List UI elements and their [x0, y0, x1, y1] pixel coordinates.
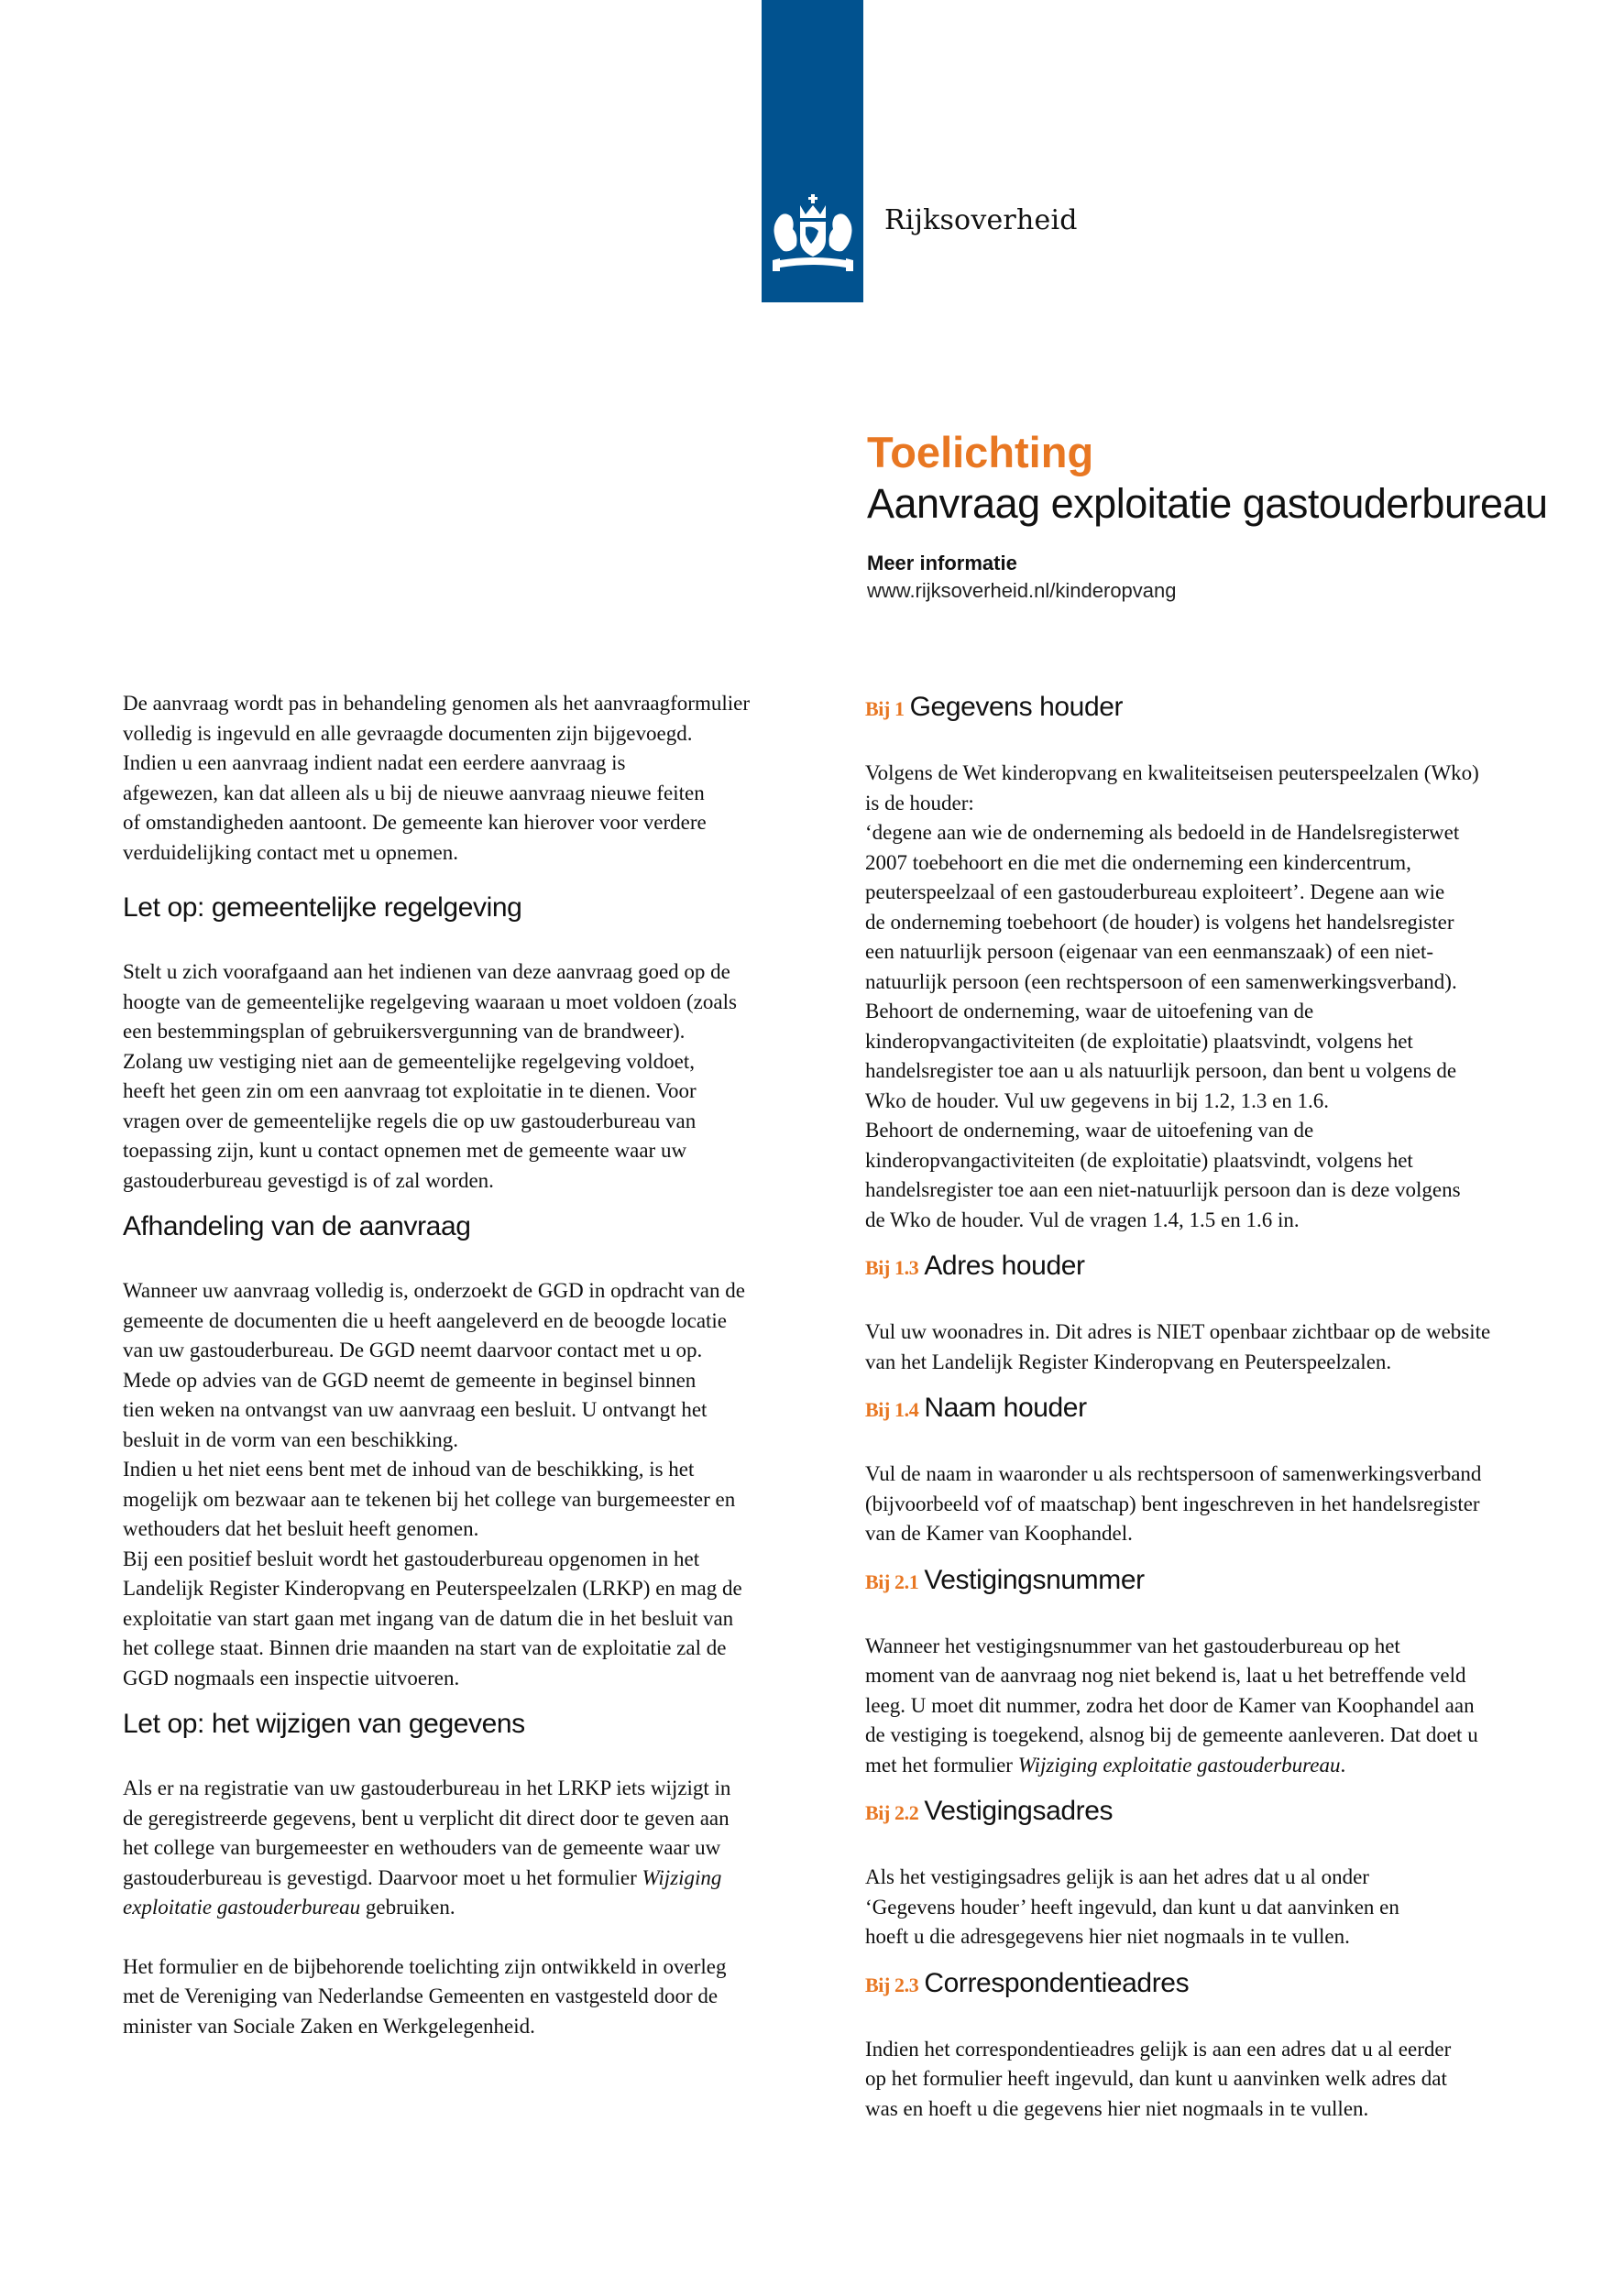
text-line: de Wko de houder. Vul de vragen 1.4, 1.5 en 1.6 in.	[865, 1208, 1300, 1231]
text-line: wethouders dat het besluit heeft genomen.	[123, 1517, 479, 1540]
text-line: volledig is ingevuld en alle gevraagde documenten zijn bijgevoegd.	[123, 721, 693, 745]
text-line: Behoort de onderneming, waar de uitoefening van de	[865, 1000, 1314, 1022]
heading-text: Vestigingsnummer	[924, 1564, 1145, 1595]
text-run: gebruiken.	[360, 1896, 455, 1919]
more-info-url[interactable]: www.rijksoverheid.nl/kinderopvang	[867, 579, 1177, 602]
text-line: vragen over de gemeentelijke regels die op uw gastouderbureau van	[123, 1109, 697, 1132]
text-line: Zolang uw vestiging niet aan de gemeentelijke regelgeving voldoet,	[123, 1049, 695, 1073]
brand-name: Rijksoverheid	[884, 204, 1078, 236]
coat-of-arms-icon	[771, 194, 855, 275]
section-paragraph	[123, 1276, 847, 1693]
text-line: een natuurlijk persoon (eigenaar van een eenmanszaak) of een niet-	[865, 940, 1434, 963]
text-line: besluit in de vorm van een beschikking.	[123, 1427, 459, 1451]
text-line: Vul uw woonadres in. Dit adres is NIET openbaar zichtbaar op de website	[865, 1320, 1491, 1343]
bij-label: Bij 2.1	[865, 1569, 919, 1593]
text-line	[123, 1893, 847, 1923]
text-line: moment van de aanvraag nog niet bekend is, laat u het betreffende veld	[865, 1664, 1466, 1687]
text-run: gastouderbureau is gevestigd. Daarvoor moet u het formulier	[123, 1865, 642, 1889]
bij-label: Bij 1.3	[865, 1256, 919, 1279]
doc-label: Toelichting	[867, 428, 1094, 476]
section-paragraph	[865, 1632, 1589, 1781]
text-line: van het Landelijk Register Kinderopvang en Peuterspeelzalen.	[865, 1350, 1392, 1373]
section-paragraph	[123, 957, 847, 1196]
form-name-italic: Wijziging exploitatie gastouderbureau	[1017, 1753, 1341, 1777]
text-line: de geregistreerde gegevens, bent u verplicht dit direct door te geven aan	[123, 1806, 730, 1830]
text-line: hoogte van de gemeentelijke regelgeving waaraan u moet voldoen (zoals	[123, 989, 737, 1013]
text-line: verduidelijking contact met u opnemen.	[123, 840, 458, 864]
heading-text: Vestigingsadres	[924, 1796, 1114, 1826]
text-line: de onderneming toebehoort (de houder) is volgens het handelsregister	[865, 910, 1454, 934]
text-line: was en hoeft u die gegevens hier niet nogmaals in te vullen.	[865, 2096, 1369, 2120]
text-line: 2007 toebehoort en die met die onderneming een kindercentrum,	[865, 850, 1411, 874]
bij-label: Bij 2.2	[865, 1801, 919, 1824]
section-paragraph	[865, 759, 1589, 1235]
bij-label: Bij 1.4	[865, 1398, 919, 1421]
text-line: Mede op advies van de GGD neemt de gemeente in beginsel binnen	[123, 1368, 697, 1392]
text-line: exploitatie van start gaan met ingang van de datum die in het besluit van	[123, 1606, 734, 1630]
text-line: afgewezen, kan dat alleen als u bij de nieuwe aanvraag nieuwe feiten	[123, 781, 705, 804]
text-line: mogelijk om bezwaar aan te tekenen bij het college van burgemeester en	[123, 1487, 736, 1511]
text-line: minister van Sociale Zaken en Werkgelegenheid.	[123, 2014, 535, 2038]
text-line: Behoort de onderneming, waar de uitoefening van de	[865, 1119, 1314, 1142]
text-line: (bijvoorbeeld vof of maatschap) bent ingeschreven in het handelsregister	[865, 1492, 1480, 1515]
heading-text: Naam houder	[924, 1393, 1087, 1423]
text-line: Indien het correspondentieadres gelijk is aan een adres dat u al eerder	[865, 2037, 1452, 2061]
text-line: ‘degene aan wie de onderneming als bedoeld in de Handelsregisterwet	[865, 821, 1460, 844]
title-block	[867, 427, 1548, 605]
text-run: met het formulier	[865, 1753, 1018, 1777]
text-line: het college van burgemeester en wethouders van de gemeente waar uw	[123, 1836, 721, 1859]
text-line: Als er na registratie van uw gastouderbureau in het LRKP iets wijzigt in	[123, 1777, 731, 1799]
text-line: ‘Gegevens houder’ heeft ingevuld, dan kunt u dat aanvinken en	[865, 1895, 1399, 1919]
text-line	[123, 1864, 847, 1894]
text-line: Het formulier en de bijbehorende toelichting zijn ontwikkeld in overleg	[123, 1954, 727, 1978]
section-heading-bij-1	[865, 689, 1589, 727]
section-heading-bij-2-2	[865, 1793, 1589, 1831]
doc-title: Aanvraag exploitatie gastouderbureau	[867, 480, 1548, 527]
form-name-italic: Wijziging	[642, 1865, 722, 1889]
text-line: GGD nogmaals een inspectie uitvoeren.	[123, 1666, 460, 1689]
text-line: gastouderbureau gevestigd is of zal worden.	[123, 1168, 494, 1192]
section-paragraph	[865, 1460, 1589, 1549]
section-paragraph	[865, 1317, 1589, 1377]
text-run: .	[1340, 1753, 1346, 1777]
text-line: hoeft u die adresgegevens hier niet nogmaals in te vullen.	[865, 1925, 1350, 1948]
text-line: is de houder:	[865, 791, 974, 815]
text-line: natuurlijk persoon (een rechtspersoon of een samenwerkingsverband).	[865, 969, 1457, 993]
text-line: of omstandigheden aantoont. De gemeente kan hierover voor verdere	[123, 811, 707, 834]
intro-paragraph	[123, 689, 847, 868]
text-line: het college staat. Binnen drie maanden na start van de exploitatie zal de	[123, 1636, 727, 1659]
text-line	[865, 1751, 1589, 1781]
text-line: leeg. U moet dit nummer, zodra het door de Kamer van Koophandel aan	[865, 1693, 1475, 1717]
text-line: Wanneer het vestigingsnummer van het gastouderbureau op het	[865, 1634, 1400, 1657]
text-line: Wanneer uw aanvraag volledig is, onderzoekt de GGD in opdracht van de	[123, 1279, 745, 1302]
text-line: Als het vestigingsadres gelijk is aan het adres dat u al onder	[865, 1865, 1369, 1888]
text-line: van uw gastouderbureau. De GGD neemt daarvoor contact met u op.	[123, 1339, 703, 1361]
text-line: Indien u het niet eens bent met de inhoud van de beschikking, is het	[123, 1458, 695, 1481]
text-line: tien weken na ontvangst van uw aanvraag een besluit. U ontvangt het	[123, 1398, 708, 1421]
section-heading: Let op: gemeentelijke regelgeving	[123, 892, 522, 923]
more-info-label: Meer informatie	[867, 552, 1017, 574]
text-line: met de Vereniging van Nederlandse Gemeenten en vastgesteld door de	[123, 1984, 719, 2007]
text-line: Vul de naam in waaronder u als rechtspersoon of samenwerkingsverband	[865, 1462, 1482, 1485]
right-column	[865, 689, 1589, 2124]
logo-bar	[762, 0, 863, 302]
text-line: toepassing zijn, kunt u contact opnemen met de gemeente waar uw	[123, 1139, 687, 1162]
section-heading-bij-1-3	[865, 1248, 1589, 1286]
section-heading-bij-1-4	[865, 1390, 1589, 1428]
section-paragraph	[123, 1774, 847, 1923]
text-line: Indien u een aanvraag indient nadat een eerdere aanvraag is	[123, 751, 626, 774]
text-line: de vestiging is toegekend, alsnog bij de gemeente aanleveren. Dat doet u	[865, 1723, 1478, 1746]
form-name-italic: exploitatie gastouderbureau	[123, 1896, 361, 1919]
section-paragraph	[865, 2035, 1589, 2125]
text-line: van de Kamer van Koophandel.	[865, 1522, 1133, 1545]
text-line: handelsregister toe aan een niet-natuurlijk persoon dan is deze volgens	[865, 1178, 1461, 1201]
left-column	[123, 689, 847, 2041]
text-line: peuterspeelzaal of een gastouderbureau exploiteert’. Degene aan wie	[865, 880, 1445, 903]
bij-label: Bij 2.3	[865, 1973, 919, 1996]
section-heading-bij-2-1	[865, 1562, 1589, 1601]
closing-paragraph	[123, 1952, 847, 2042]
text-line: handelsregister toe aan u als natuurlijk persoon, dan bent u volgens de	[865, 1059, 1457, 1082]
text-line: gemeente de documenten die u heeft aangeleverd en de beoogde locatie	[123, 1308, 728, 1332]
text-line: heeft het geen zin om een aanvraag tot exploitatie in te dienen. Voor	[123, 1079, 697, 1102]
text-line: een bestemmingsplan of gebruikersvergunning van de brandweer).	[123, 1020, 686, 1043]
heading-text: Gegevens houder	[909, 692, 1124, 722]
text-line: kinderopvangactiviteiten (de exploitatie) plaatsvindt, volgens het	[865, 1148, 1413, 1172]
text-line: De aanvraag wordt pas in behandeling genomen als het aanvraagformulier	[123, 692, 750, 715]
heading-text: Adres houder	[924, 1251, 1085, 1281]
text-line: Landelijk Register Kinderopvang en Peuterspeelzalen (LRKP) en mag de	[123, 1577, 742, 1600]
heading-text: Correspondentieadres	[924, 1967, 1190, 1998]
section-heading: Afhandeling van de aanvraag	[123, 1211, 471, 1241]
section-heading-bij-2-3	[865, 1965, 1589, 2004]
text-line: Bij een positief besluit wordt het gastouderbureau opgenomen in het	[123, 1547, 700, 1570]
bij-label: Bij 1	[865, 697, 905, 720]
text-line: Volgens de Wet kinderopvang en kwaliteitseisen peuterspeelzalen (Wko)	[865, 761, 1479, 784]
text-line: Wko de houder. Vul uw gegevens in bij 1.2, 1.3 en 1.6.	[865, 1088, 1330, 1112]
text-line: op het formulier heeft ingevuld, dan kunt u aanvinken welk adres dat	[865, 2067, 1447, 2090]
section-paragraph	[865, 1863, 1589, 1952]
section-heading: Let op: het wijzigen van gegevens	[123, 1709, 525, 1739]
text-line: Stelt u zich voorafgaand aan het indienen van deze aanvraag goed op de	[123, 960, 730, 983]
text-line: kinderopvangactiviteiten (de exploitatie) plaatsvindt, volgens het	[865, 1029, 1413, 1053]
